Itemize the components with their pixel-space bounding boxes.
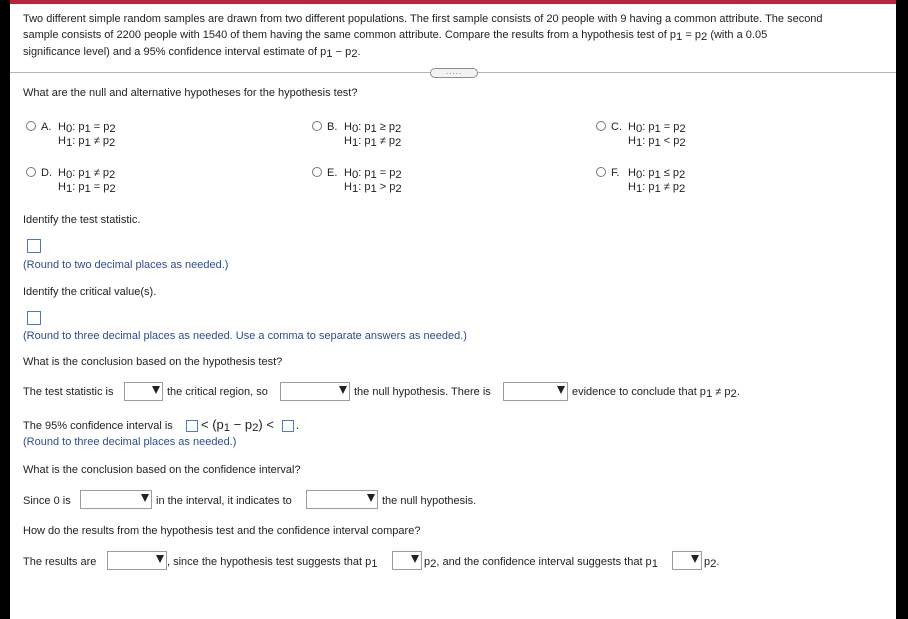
radio-button[interactable] [26,121,36,131]
colon: : [642,121,649,133]
colon: : [72,135,79,147]
sub: 1 [654,123,661,135]
dropdown-arrow-icon [141,494,149,502]
question-page [10,0,896,619]
relation: > [379,181,387,193]
p-label: p [389,181,396,193]
colon: : [72,181,79,193]
p-label: p [364,121,371,133]
q4-text-4-c: . [736,386,740,398]
sub: 1 [635,183,643,195]
p-label: p [388,135,395,147]
sub: 1 [705,388,713,400]
sub: 2 [109,123,116,135]
q7-text-4 [704,555,719,572]
h-label: H [58,121,66,133]
colon: : [358,167,365,179]
sub: 2 [710,558,717,570]
sub: 2 [252,422,259,434]
q4-text-4-b: ≠ p [712,386,731,398]
sub: 1 [84,183,91,195]
q2-hint: (Round to two decimal places as needed.) [23,259,229,271]
problem-line-2 [23,28,885,46]
sub: 1 [370,123,377,135]
sub: 0 [635,123,643,135]
relation: ≠ [93,135,100,147]
h-label: H [58,181,66,193]
dropdown-arrow-icon [411,555,419,563]
q4-text-4 [572,385,740,402]
problem-line-3-a: significance level) and a 95% confidence interval estimate of p [23,46,327,58]
sub: 0 [351,169,359,181]
ci-lead: The 95% confidence interval is [23,420,173,432]
sub: 1 [654,183,661,195]
q4-prompt: What is the conclusion based on the hypothesis test? [23,356,283,368]
p-label: p [78,181,85,193]
sub: 1 [84,169,91,181]
h-label: H [344,135,352,147]
sub: 1 [84,137,91,149]
q4-text-4-a: evidence to conclude that p [572,386,706,398]
dropdown-arrow-icon [691,555,699,563]
p-label: p [78,167,85,179]
dropdown-arrow-icon [367,494,375,502]
q2-prompt: Identify the test statistic. [23,214,141,226]
q7-text-2-a: , since the hypothesis test suggests that p [167,556,372,568]
h-label: H [344,167,352,179]
h-label: H [628,135,636,147]
p-label: p [103,181,110,193]
h-label: H [628,181,636,193]
q4-text-3: the null hypothesis. There is [354,386,491,398]
p-label: p [648,135,655,147]
sub: 1 [65,137,73,149]
radio-button[interactable] [596,121,606,131]
alternative-hypothesis [58,134,115,151]
alternative-hypothesis [344,180,402,197]
sub: 2 [678,169,686,181]
dropdown-arrow-icon [152,386,160,394]
ci-null-decision-select[interactable] [306,490,378,509]
sub: 2 [679,137,686,149]
ci-lower-input[interactable] [186,420,198,432]
p-label: p [648,181,655,193]
q6-text-1: Since 0 is [23,495,71,507]
q3-prompt: Identify the critical value(s). [23,286,157,298]
sub: 1 [651,558,658,570]
radio-button[interactable] [596,167,606,177]
ci-expression [201,417,274,436]
p-label: p [102,135,109,147]
q7-text-4-a: p [704,556,711,568]
ci-minus: − p [230,417,253,432]
sub: 1 [370,137,377,149]
p-label: p [388,121,395,133]
relation: ≠ [93,167,100,179]
ci-end: . [296,420,300,432]
critical-value-input[interactable] [27,311,41,325]
sub: 1 [676,30,683,43]
expand-button[interactable]: ..... [430,68,478,78]
sub: 2 [430,558,437,570]
colon: : [72,121,79,133]
sub: 2 [394,137,402,149]
q7-text-3 [424,555,658,572]
hypothesis-option-e[interactable] [312,166,572,198]
problem-statement [23,12,885,63]
sub: 2 [700,30,708,43]
q7-text-3-b: , and the confidence interval suggests that p [436,556,652,568]
q7-text-4-b: . [716,556,720,568]
top-accent-bar [10,0,896,4]
p-label: p [78,121,85,133]
problem-line-2-a: sample consists of 2200 people with 1540 of them having the same common attribute. Compare the results from a hypothesis test of p [23,28,677,41]
relation: = [93,181,101,193]
option-letter: A. [41,121,52,133]
p-label: p [78,135,85,147]
p-label: p [103,121,110,133]
hypothesis-option-d[interactable] [26,166,286,198]
problem-line-3 [23,45,885,63]
ht-relation-select[interactable] [392,551,422,570]
p-label: p [648,121,655,133]
q3-hint: (Round to three decimal places as needed. Use a comma to separate answers as needed.) [23,330,467,342]
radio-button[interactable] [312,121,322,131]
hypothesis-option-b[interactable] [312,120,572,152]
h-label: H [58,167,66,179]
relation: = [93,121,101,133]
sub: 1 [371,558,378,570]
sub: 2 [108,169,116,181]
alternative-hypothesis [344,134,401,151]
p-label: p [672,181,679,193]
h-label: H [344,121,352,133]
hypothesis-option-f[interactable] [596,166,856,198]
alternative-hypothesis [628,134,686,151]
q5-hint: (Round to three decimal places as needed.) [23,436,237,448]
radio-button[interactable] [312,167,322,177]
q6-prompt: What is the conclusion based on the confidence interval? [23,464,301,476]
hypothesis-option-c[interactable] [596,120,856,152]
relation: ≠ [663,181,670,193]
sub: 1 [654,137,661,149]
dropdown-arrow-icon [557,386,565,394]
sub: 1 [351,183,359,195]
relation: ≥ [379,121,386,133]
relation: ≠ [379,135,386,147]
results-compare-select[interactable] [107,551,167,570]
h-label: H [628,167,636,179]
colon: : [642,181,649,193]
sub: 0 [65,169,73,181]
relation: = [663,121,671,133]
sub: 2 [395,183,402,195]
test-statistic-input[interactable] [27,239,41,253]
problem-line-3-b: − p [332,46,352,58]
p-label: p [673,135,680,147]
h-label: H [628,121,636,133]
problem-line-3-c: . [357,46,361,58]
relation: ≤ [663,167,670,179]
p-label: p [364,135,371,147]
colon: : [358,121,365,133]
q4-text-1: The test statistic is [23,386,114,398]
sub: 2 [679,123,686,135]
alternative-hypothesis [58,180,116,197]
q6-text-2: in the interval, it indicates to [156,495,292,507]
option-letter: D. [41,167,52,179]
evidence-select[interactable] [503,382,568,401]
ci-contains-zero-select[interactable] [80,490,152,509]
p-label: p [648,167,655,179]
relation: = [379,167,387,179]
colon: : [72,167,79,179]
p-label: p [673,121,680,133]
sub: 1 [351,137,359,149]
sub: 1 [84,123,91,135]
q7-text-2 [167,555,378,572]
ci-close: ) < [258,417,274,432]
p-label: p [364,167,371,179]
dropdown-arrow-icon [156,555,164,563]
sub: 2 [351,48,358,60]
colon: : [642,135,649,147]
ci-relation-select[interactable] [672,551,702,570]
sub: 1 [223,422,231,434]
alternative-hypothesis [628,180,685,197]
sub: 2 [678,183,686,195]
q6-text-3: the null hypothesis. [382,495,477,507]
ci-open: < (p [201,417,224,432]
sub: 1 [65,183,73,195]
colon: : [358,181,365,193]
h-label: H [58,135,66,147]
radio-button[interactable] [26,167,36,177]
option-letter: E. [327,167,338,179]
problem-line-2-b: = p [682,28,701,41]
sub: 0 [351,123,359,135]
option-letter: F. [611,167,620,179]
sub: 0 [635,169,643,181]
q1-question: What are the null and alternative hypotheses for the hypothesis test? [23,87,358,99]
sub: 2 [395,169,402,181]
q7-prompt: How do the results from the hypothesis test and the confidence interval compare? [23,525,421,537]
q7-text-3-a: p [424,556,431,568]
dropdown-arrow-icon [339,386,347,394]
sub: 1 [654,169,661,181]
sub: 2 [108,137,116,149]
sub: 2 [730,388,737,400]
test-statistic-region-select[interactable] [124,382,163,401]
sub: 2 [109,183,116,195]
q7-text-1: The results are [23,556,97,568]
null-decision-select[interactable] [280,382,350,401]
h-label: H [344,181,352,193]
p-label: p [102,167,109,179]
sub: 0 [65,123,73,135]
colon: : [642,167,649,179]
ci-upper-input[interactable] [282,420,294,432]
problem-line-1: Two different simple random samples are drawn from two different populations. The first sample consists of 20 people with 9 having a common attribute. The second [23,13,823,25]
option-letter: B. [327,121,338,133]
sub: 1 [370,183,377,195]
colon: : [358,135,365,147]
option-letter: C. [611,121,622,133]
hypothesis-option-a[interactable] [26,120,286,152]
p-label: p [364,181,371,193]
sub: 1 [326,48,333,60]
sub: 1 [370,169,377,181]
p-label: p [389,167,396,179]
q4-text-2: the critical region, so [167,386,268,398]
p-label: p [672,167,679,179]
problem-line-2-c: (with a 0.05 [707,28,768,41]
sub: 1 [635,137,643,149]
relation: < [663,135,671,147]
sub: 2 [394,123,402,135]
